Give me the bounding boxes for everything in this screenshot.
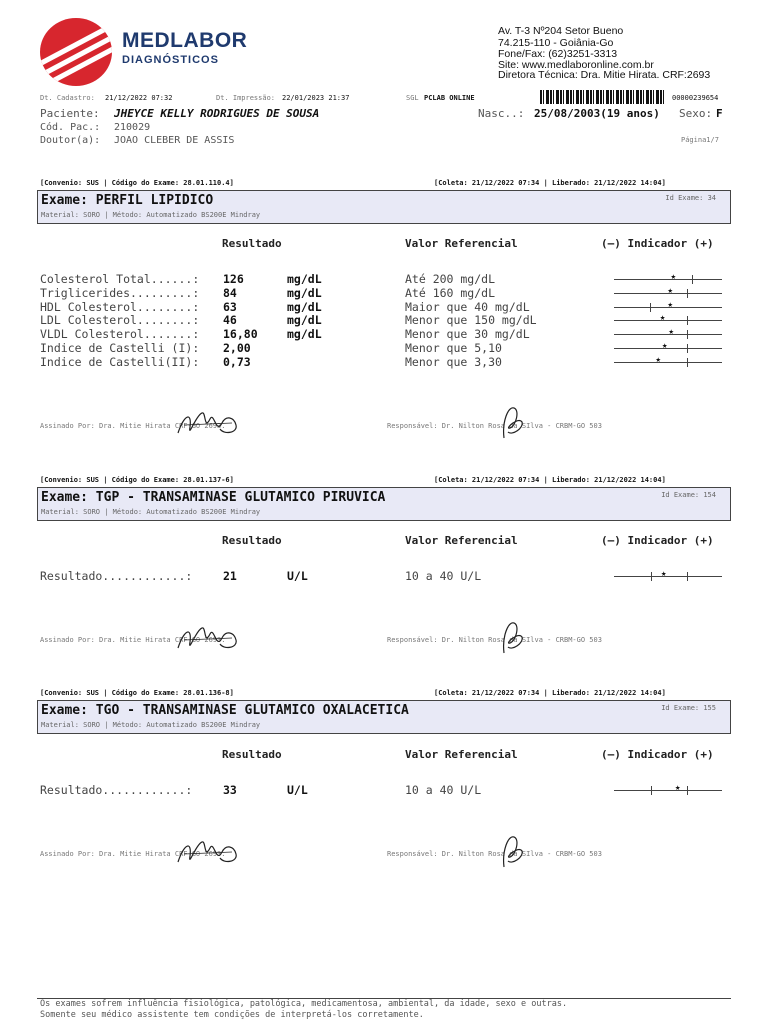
birth-label: Nasc..: [478, 107, 525, 120]
responsible: Responsável: Dr. Nilton Rosa da SIlva - CRBM-GO 503 [387, 850, 602, 858]
doctor-name: JOAO CLEBER DE ASSIS [114, 135, 235, 146]
reference-value: Maior que 40 mg/dL [405, 299, 530, 314]
indicator-limit-tick [687, 786, 688, 795]
indicator-limit-tick [687, 330, 688, 339]
page-number: Página1/7 [681, 136, 719, 144]
signature-nilton [498, 617, 526, 657]
indicator-limit-tick [651, 786, 652, 795]
result-value: 2,00 [223, 341, 251, 355]
brand-name: MEDLABOR [122, 29, 248, 52]
result-indicator [614, 354, 722, 367]
address-line: Fone/Fax: (62)3251-3313 [498, 48, 618, 60]
cadastro-label: Dt. Cadastro: [40, 94, 95, 102]
sex-label: Sexo: [679, 107, 713, 120]
patient-name: JHEYCE KELLY RODRIGUES DE SOUSA [114, 107, 320, 120]
result-value: 0,73 [223, 354, 251, 369]
impressao-label: Dt. Impressão: [216, 94, 276, 102]
patient-code-label: Cód. Pac.: [40, 122, 101, 133]
indicator-star-icon: ★ [655, 354, 661, 365]
result-unit: mg/dL [287, 327, 322, 342]
result-unit: U/L [287, 783, 308, 797]
result-value: 21 [223, 569, 237, 583]
indicator-star-icon: ★ [668, 327, 674, 338]
result-label: Colesterol Total......: [40, 272, 200, 286]
impressao-date: 22/01/2023 21:37 [282, 94, 350, 102]
result-indicator [614, 329, 722, 339]
exam-id: Id Exame: 155 [661, 704, 716, 712]
indicator-star-icon: ★ [670, 272, 677, 282]
reference-value: Menor que 3,30 [405, 354, 502, 369]
indicator-limit-tick [687, 358, 688, 367]
result-label: Resultado............: [40, 569, 193, 583]
exam-header-box [37, 487, 731, 521]
indicator-star-icon: ★ [662, 341, 668, 351]
indicator-star-icon: ★ [667, 299, 673, 310]
patient-code: 210029 [114, 122, 151, 133]
responsible: Responsável: Dr. Nilton Rosa da SIlva - CRBM-GO 503 [387, 422, 602, 430]
result-label: VLDL Colesterol.......: [40, 327, 200, 342]
result-indicator [614, 785, 722, 795]
column-header-reference: Valor Referencial [405, 237, 518, 250]
reference-value: Até 160 mg/dL [405, 285, 496, 300]
indicator-scale-line [614, 279, 722, 280]
signature-mitie [174, 405, 240, 443]
exam-title: Exame: TGP - TRANSAMINASE GLUTAMICO PIRUVICA [41, 490, 386, 505]
result-unit: mg/dL [287, 299, 322, 314]
reference-value: Até 200 mg/dL [405, 272, 496, 286]
reference-value: Menor que 30 mg/dL [405, 327, 530, 342]
barcode-number: 00000239654 [672, 94, 719, 102]
column-header-reference: Valor Referencial [405, 748, 518, 761]
result-label: Resultado............: [40, 783, 193, 797]
result-value: 63 [223, 299, 237, 314]
exam-material: Material: SORO | Método: Automatizado BS200E Mindray [41, 721, 261, 729]
cadastro-date: 21/12/2022 07:32 [105, 94, 173, 102]
result-label: Triglicerides.........: [40, 285, 200, 300]
exam-convenio: [Convenio: SUS | Código do Exame: 28.01.110.4] [40, 179, 234, 187]
indicator-limit-tick [650, 303, 651, 312]
birth-date: 25/08/2003(19 anos) [534, 107, 660, 120]
indicator-scale-line [614, 320, 722, 321]
medlabor-logo [40, 18, 112, 86]
result-indicator [614, 299, 722, 312]
exam-title: Exame: PERFIL LIPIDICO [41, 193, 214, 208]
barcode [540, 90, 666, 104]
result-indicator [614, 343, 722, 353]
column-header-indicator: (–) Indicador (+) [601, 237, 714, 250]
brand-subtitle: DIAGNÓSTICOS [122, 54, 219, 66]
result-unit: U/L [287, 569, 308, 583]
indicator-star-icon: ★ [675, 783, 681, 793]
signature-nilton [498, 402, 526, 442]
sgl-value: PCLAB ONLINE [424, 94, 475, 102]
exam-title: Exame: TGO - TRANSAMINASE GLUTAMICO OXALACETICA [41, 703, 409, 718]
signature-mitie [174, 834, 240, 872]
responsible: Responsável: Dr. Nilton Rosa da SIlva - CRBM-GO 503 [387, 636, 602, 644]
exam-convenio: [Convenio: SUS | Código do Exame: 28.01.137-6] [40, 476, 234, 484]
reference-value: Menor que 5,10 [405, 341, 502, 355]
column-header-result: Resultado [222, 237, 282, 250]
exam-convenio: [Convenio: SUS | Código do Exame: 28.01.136-8] [40, 689, 234, 697]
doctor-label: Doutor(a): [40, 135, 101, 146]
indicator-limit-tick [687, 289, 688, 298]
column-header-indicator: (–) Indicador (+) [601, 534, 714, 547]
signed-by: Assinado Por: Dra. Mitie Hirata CRF-GO 2693. [40, 850, 226, 858]
reference-value: 10 a 40 U/L [405, 569, 482, 583]
result-label: Indice de Castelli (I): [40, 341, 200, 355]
result-unit: mg/dL [287, 313, 322, 328]
column-header-reference: Valor Referencial [405, 534, 518, 547]
indicator-scale-line [614, 348, 722, 349]
exam-id: Id Exame: 34 [665, 194, 716, 202]
address-line: Site: www.medlaboronline.com.br [498, 59, 654, 71]
exam-id: Id Exame: 154 [661, 491, 716, 499]
indicator-limit-tick [687, 572, 688, 581]
indicator-star-icon: ★ [667, 285, 673, 296]
exam-header-box [37, 700, 731, 734]
indicator-limit-tick [687, 316, 688, 325]
indicator-limit-tick [651, 572, 652, 581]
result-value: 33 [223, 783, 237, 797]
column-header-result: Resultado [222, 748, 282, 761]
result-indicator [614, 285, 722, 298]
sex-value: F [716, 107, 723, 120]
exam-material: Material: SORO | Método: Automatizado BS200E Mindray [41, 508, 261, 516]
signature-nilton [498, 831, 526, 871]
indicator-scale-line [614, 790, 722, 791]
exam-coleta: [Coleta: 21/12/2022 07:34 | Liberado: 21/12/2022 14:04] [434, 179, 666, 187]
result-value: 126 [223, 272, 244, 286]
address-line: Diretora Técnica: Dra. Mitie Hirata. CRF:2693 [498, 69, 711, 81]
exam-coleta: [Coleta: 21/12/2022 07:34 | Liberado: 21/12/2022 14:04] [434, 689, 666, 697]
result-value: 84 [223, 285, 237, 300]
result-indicator [614, 315, 722, 325]
indicator-star-icon: ★ [660, 569, 667, 579]
result-unit: mg/dL [287, 285, 322, 300]
exam-header-box [37, 190, 731, 224]
reference-value: 10 a 40 U/L [405, 783, 482, 797]
indicator-limit-tick [692, 275, 693, 284]
result-label: Indice de Castelli(II): [40, 354, 200, 369]
address-line: Av. T-3 Nº204 Setor Bueno [498, 25, 624, 37]
result-label: HDL Colesterol........: [40, 299, 200, 314]
exam-material: Material: SORO | Método: Automatizado BS200E Mindray [41, 211, 261, 219]
indicator-star-icon: ★ [659, 313, 666, 324]
footer-note: Somente seu médico assistente tem condições de interpretá-los corretamente. [40, 1010, 424, 1020]
signature-mitie [174, 620, 240, 658]
footer-note: Os exames sofrem influência fisiológica, patológica, medicamentosa, ambiental, da idade, sexo e outras. [40, 999, 568, 1009]
result-indicator [614, 571, 722, 581]
result-label: LDL Colesterol........: [40, 313, 200, 328]
result-value: 16,80 [223, 327, 258, 342]
column-header-indicator: (–) Indicador (+) [601, 748, 714, 761]
result-indicator [614, 274, 722, 284]
result-unit: mg/dL [287, 272, 322, 286]
column-header-result: Resultado [222, 534, 282, 547]
patient-label: Paciente: [40, 107, 100, 120]
indicator-scale-line [614, 576, 722, 577]
result-value: 46 [223, 313, 237, 328]
reference-value: Menor que 150 mg/dL [405, 313, 537, 328]
signed-by: Assinado Por: Dra. Mitie Hirata CRF-GO 2693. [40, 422, 226, 430]
sgl-label: SGL [406, 94, 419, 102]
address-line: 74.215-110 - Goiânia-Go [498, 37, 614, 49]
indicator-limit-tick [687, 344, 688, 353]
exam-coleta: [Coleta: 21/12/2022 07:34 | Liberado: 21/12/2022 14:04] [434, 476, 666, 484]
indicator-scale-line [614, 362, 722, 363]
signed-by: Assinado Por: Dra. Mitie Hirata CRF-GO 2693. [40, 636, 226, 644]
